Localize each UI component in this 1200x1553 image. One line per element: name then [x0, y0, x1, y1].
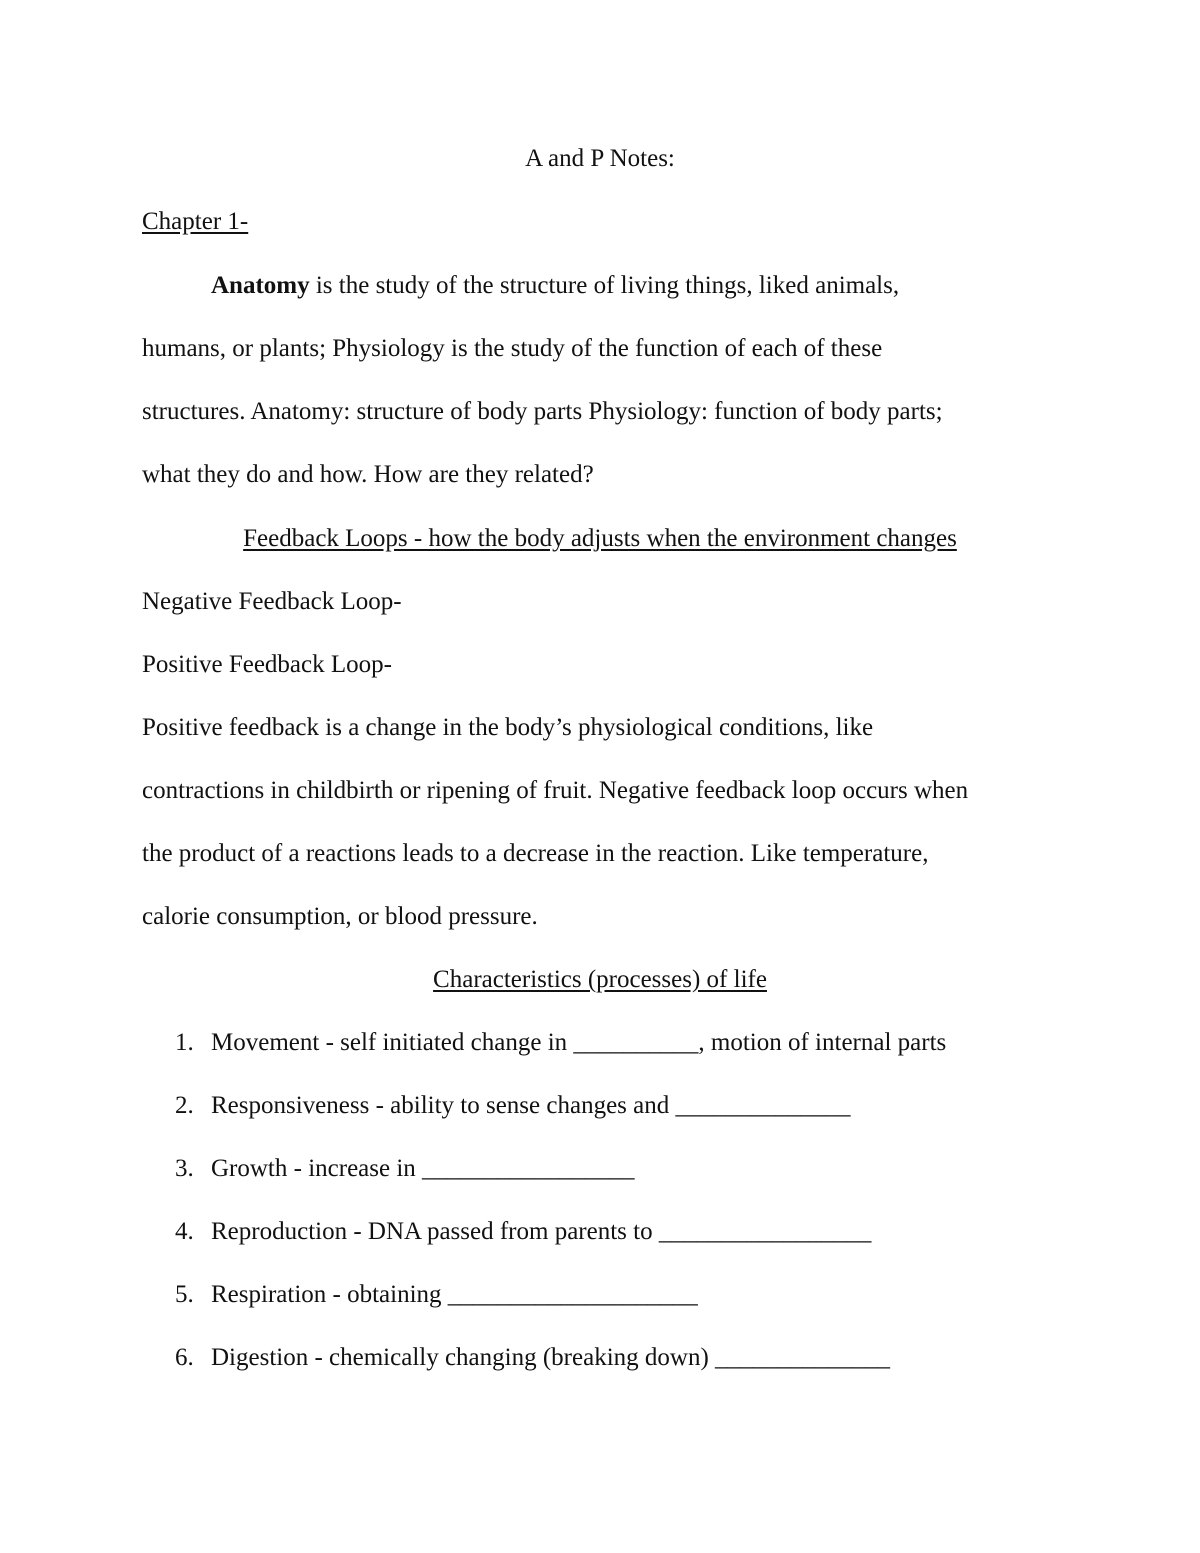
intro-line-4: what they do and how. How are they related? — [142, 461, 594, 488]
anatomy-term: Anatomy — [211, 272, 310, 299]
list-item-text: Respiration - obtaining ____________________ — [211, 1281, 698, 1308]
list-item-text: Growth - increase in _________________ — [211, 1155, 635, 1182]
list-item-text: Responsiveness - ability to sense changes and ______________ — [211, 1092, 851, 1119]
feedback-paragraph-line-3: the product of a reactions leads to a decrease in the reaction. Like temperature, — [142, 840, 929, 867]
list-item — [0, 1154, 1200, 1184]
list-item — [0, 1028, 1200, 1058]
intro-line-2: humans, or plants; Physiology is the study of the function of each of these — [142, 335, 883, 362]
list-item-number: 4. — [175, 1218, 194, 1245]
intro-line-1-rest: is the study of the structure of living things, liked animals, — [309, 272, 900, 299]
list-item — [0, 1091, 1200, 1121]
document-title: A and P Notes: — [525, 145, 675, 172]
positive-loop-label: Positive Feedback Loop- — [142, 651, 392, 678]
characteristics-heading: Characteristics (processes) of life — [433, 966, 767, 993]
feedback-heading: Feedback Loops - how the body adjusts when the environment changes — [243, 525, 957, 552]
negative-loop-label: Negative Feedback Loop- — [142, 588, 402, 615]
list-item-number: 6. — [175, 1344, 194, 1371]
list-item — [0, 1217, 1200, 1247]
intro-line-3: structures. Anatomy: structure of body parts Physiology: function of body parts; — [142, 398, 943, 425]
feedback-paragraph-line-2: contractions in childbirth or ripening of fruit. Negative feedback loop occurs when — [142, 777, 969, 804]
list-item-number: 5. — [175, 1281, 194, 1308]
intro-line-1 — [211, 271, 899, 301]
chapter-heading: Chapter 1- — [142, 208, 249, 235]
list-item — [0, 1343, 1200, 1373]
list-item-number: 3. — [175, 1155, 194, 1182]
feedback-paragraph-line-1: Positive feedback is a change in the body’s physiological conditions, like — [142, 714, 874, 741]
list-item-number: 1. — [175, 1029, 194, 1056]
feedback-paragraph-line-4: calorie consumption, or blood pressure. — [142, 903, 538, 930]
list-item-number: 2. — [175, 1092, 194, 1119]
list-item — [0, 1280, 1200, 1310]
list-item-text: Reproduction - DNA passed from parents to _________________ — [211, 1218, 872, 1245]
list-item-text: Movement - self initiated change in __________, motion of internal parts — [211, 1029, 947, 1056]
list-item-text: Digestion - chemically changing (breaking down) ______________ — [211, 1344, 891, 1371]
